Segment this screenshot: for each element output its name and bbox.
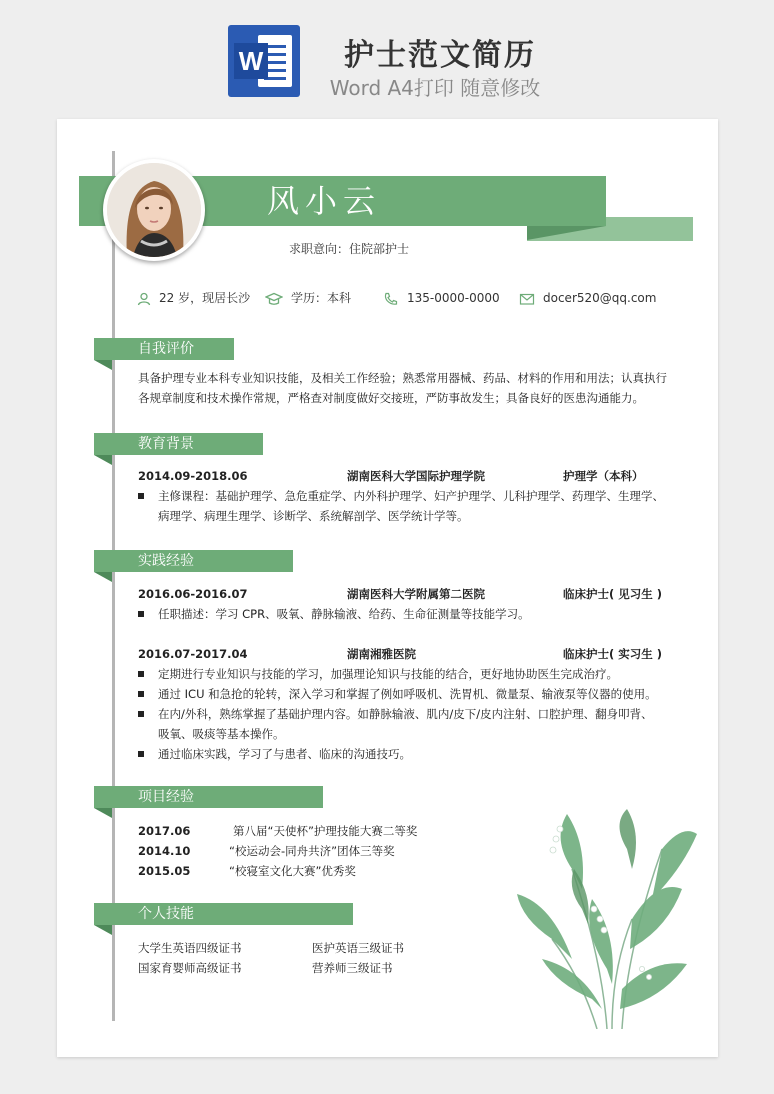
job-bullet: 通过 ICU 和急抢的轮转，深入学习和掌握了例如呼吸机、洗胃机、微量泵、输液泵等仪器的使用。 <box>138 684 657 704</box>
section-education-title: 教育背景 <box>94 433 263 455</box>
job-bullet: 在内/外科，熟练掌握了基础护理内容。如静脉输液、肌内/皮下/皮内注射、口腔护理、翻身叩背、 吸氧、吸痰等基本操作。 <box>138 704 653 744</box>
graduation-cap-icon <box>265 292 283 306</box>
contact-email: docer520@qq.com <box>519 290 656 306</box>
section-skills-title: 个人技能 <box>94 903 353 925</box>
skill-item: 医护英语三级证书 <box>312 941 404 955</box>
mail-icon <box>519 292 535 306</box>
section-fold <box>94 925 112 935</box>
job-bullet: 任职描述：学习 CPR、吸氧、静脉输液、给药、生命征测量等技能学习。 <box>138 604 530 624</box>
word-letter-icon: W <box>234 43 268 79</box>
project-text: “校寝室文化大赛”优秀奖 <box>229 864 356 878</box>
section-fold <box>94 572 112 582</box>
template-subtitle: Word A4打印 随意修改 <box>329 76 541 100</box>
contact-education: 学历：本科 <box>265 290 351 306</box>
job-intent: 求职意向：住院部护士 <box>289 242 410 256</box>
lily-of-the-valley-plant-icon <box>512 809 702 1029</box>
skill-item: 国家育婴师高级证书 <box>138 961 242 975</box>
project-date: 2015.05 <box>138 864 191 878</box>
skill-item: 营养师三级证书 <box>312 961 393 975</box>
job-org: 湖南湘雅医院 <box>347 647 416 661</box>
project-date: 2014.10 <box>138 844 191 858</box>
job-date: 2016.07-2017.04 <box>138 647 248 661</box>
resume-page <box>57 119 718 1057</box>
candidate-name: 风小云 <box>267 182 382 220</box>
job-bullet: 通过临床实践，学习了与患者、临床的沟通技巧。 <box>138 744 411 764</box>
education-courses: 主修课程：基础护理学、急危重症学、内外科护理学、妇产护理学、儿科护理学、药理学、生理学、 病理学、病理生理学、诊断学、系统解剖学、医学统计学等。 <box>138 486 664 526</box>
section-fold <box>94 360 112 370</box>
section-projects-title: 项目经验 <box>94 786 323 808</box>
job-bullet: 定期进行专业知识与技能的学习，加强理论知识与技能的结合，更好地协助医生完成治疗。 <box>138 664 618 684</box>
self-evaluation-line: 具备护理专业本科专业知识技能，及相关工作经验；熟悉常用器械、药品、材料的作用和用法；认真执行 <box>138 371 667 385</box>
template-title: 护士范文简历 <box>344 38 536 73</box>
project-text: “校运动会-同舟共济”团体三等奖 <box>229 844 395 858</box>
section-self-evaluation-title: 自我评价 <box>94 338 234 360</box>
job-org: 湖南医科大学附属第二医院 <box>347 587 485 601</box>
contact-phone: 135-0000-0000 <box>383 290 500 306</box>
education-major: 护理学（本科） <box>563 469 644 483</box>
section-practice-title: 实践经验 <box>94 550 293 572</box>
person-icon <box>137 292 151 306</box>
contact-age-location: 22 岁，现居长沙 <box>137 290 250 306</box>
education-date: 2014.09-2018.06 <box>138 469 248 483</box>
job-date: 2016.06-2016.07 <box>138 587 248 601</box>
timeline-line <box>112 151 115 1021</box>
job-role: 临床护士( 实习生 ) <box>563 647 663 661</box>
phone-icon <box>383 292 399 306</box>
word-app-icon <box>228 25 300 97</box>
job-role: 临床护士( 见习生 ) <box>563 587 663 601</box>
project-text: 第八届“天使杯”护理技能大赛二等奖 <box>233 824 418 838</box>
project-date: 2017.06 <box>138 824 191 838</box>
self-evaluation-line: 各规章制度和技术操作常规，严格查对制度做好交接班，严防事故发生；具备良好的医患沟通能力。 <box>138 391 644 405</box>
portrait-photo-icon <box>107 163 201 257</box>
section-fold <box>94 455 112 465</box>
education-school: 湖南医科大学国际护理学院 <box>347 469 485 483</box>
avatar <box>103 159 205 261</box>
skill-item: 大学生英语四级证书 <box>138 941 242 955</box>
section-fold <box>94 808 112 818</box>
